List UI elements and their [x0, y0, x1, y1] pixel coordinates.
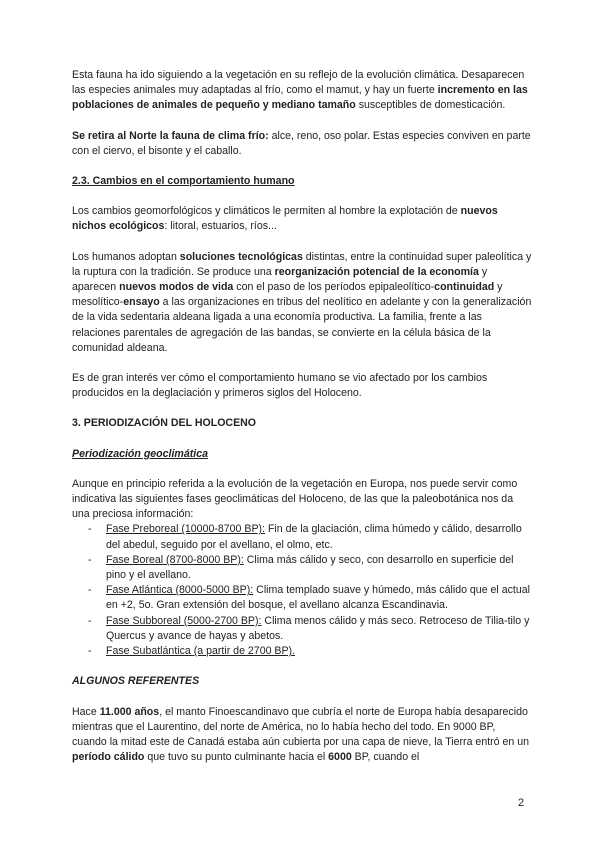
section-heading-references: ALGUNOS REFERENTES — [72, 675, 200, 688]
paragraph-interest: Es de gran interés ver cómo el comportamiento humano se vio afectado por los cambios producidos en la deglaciación y primeros siglos del Holoceno. — [72, 372, 488, 400]
section-heading-3: 3. PERIODIZACIÓN DEL HOLOCENO — [72, 417, 257, 430]
section-heading-2-3: 2.3. Cambios en el comportamiento humano — [72, 175, 295, 188]
subheading-geoclimatic: Periodización geoclimática — [72, 447, 208, 460]
paragraph-cold-fauna: Se retira al Norte la fauna de clima frío: alce, reno, oso polar. Estas especies conviven en parte con el ciervo, el bisonte y el caballo. — [72, 129, 531, 157]
list-item: - Fase Preboreal (10000-8700 BP): Fin de la glaciación, clima húmedo y cálido, desarrollo del abedul, seguido por el avellano, el olmo, etc. — [88, 523, 522, 551]
paragraph-niches: Los cambios geomorfológicos y climáticos le permiten al hombre la explotación de nuevos nichos ecológicos: litoral, estuarios, ríos... — [72, 205, 498, 233]
document-page — [72, 68, 532, 780]
paragraph-technology: Los humanos adoptan soluciones tecnológicas distintas, entre la continuidad super paleolítica y la ruptura con la tradición. Se produce una reorganización potencial de la economía y aparecen nuevos modos de vida con el paso de los períodos epipaleolítico-continuidad y mesolítico-ensayo a las organizaciones en tribus del neolítico en adelante y con la generalización de la vida sedentaria aldeana ligada a una economía productiva. La familia, frente a las relaciones parentales de agregación de las bandas, se convierte en la célula básica de la comunidad aldeana. — [72, 250, 532, 354]
paragraph-references: Hace 11.000 años, el manto Finoescandinavo que cubría el norte de Europa había desaparecido mientras que el Laurentino, del norte de América, no lo había hecho del todo. En 9000 BP, cuando la mitad este de Canadá estaba aún cubierta por una capa de nieve, la Tierra entró en un período cálido que tuvo su punto culminante hacia el 6000 BP, cuando el — [72, 705, 530, 764]
list-item: - Fase Subboreal (5000-2700 BP): Clima menos cálido y más seco. Retroceso de Tilia-tilo y Quercus y avance de hayas y abetos. — [88, 614, 530, 642]
list-item: - Fase Atlántica (8000-5000 BP): Clima templado suave y húmedo, más cálido que el actual en +2, 5o. Gran extensión del bosque, el avellano alcanza Escandinavia. — [88, 584, 530, 612]
paragraph-fauna: Esta fauna ha ido siguiendo a la vegetación en su reflejo de la evolución climática. Desaparecen las especies animales muy adaptadas al frío, como el mamut, y hay un fuerte incremento en las poblaciones de animales de pequeño y mediano tamaño susceptibles de domesticación. — [72, 69, 528, 112]
paragraph-vegetation: Aunque en principio referida a la evolución de la vegetación en Europa, nos puede servir como indicativa las siguientes fases geoclimáticas del Holoceno, de las que la paleobotánica nos da una preciosa información: — [72, 477, 518, 521]
page-number: 2 — [518, 797, 525, 809]
phase-list — [72, 522, 532, 659]
list-item: - Fase Subatlántica (a partir de 2700 BP). — [88, 645, 296, 658]
list-item: - Fase Boreal (8700-8000 BP): Clima más cálido y seco, con desarrollo en superficie del pino y el avellano. — [88, 553, 514, 582]
